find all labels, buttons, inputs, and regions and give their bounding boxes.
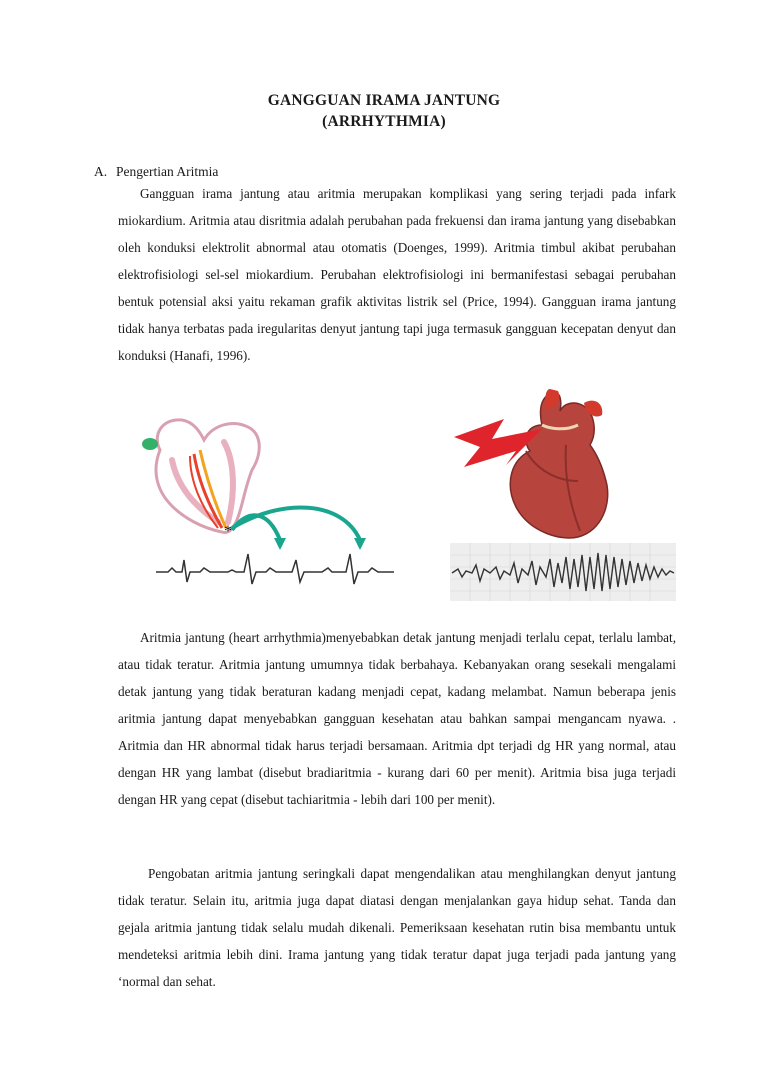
- ecg-strip-fibrillation: [450, 543, 676, 601]
- paragraph3-text: Pengobatan aritmia jantung seringkali dapat mengendalikan atau menghilangkan denyut jantung tidak teratur. Selain itu, aritmia juga dapat diatasi dengan menjalankan gaya hidup sehat. Tanda dan gejala aritmia jantung tidak selalu mudah dikenali. Pemeriksaan kesehatan rutin bisa membantu untuk mendeteksi aritmia lebih dini. Irama jantung yang tidak teratur dapat juga terjadi pada jantung yang ‘normal dan sehat.: [118, 866, 676, 989]
- ecg-trace-left: [156, 554, 394, 584]
- paragraph2-text: Aritmia jantung (heart arrhythmia)menyebabkan detak jantung menjadi terlalu cepat, terlalu lambat, atau tidak teratur. Aritmia jantung umumnya tidak berbahaya. Kebanyakan orang sesekali mengalami detak jantung yang tidak beraturan kadang menjadi cepat, kadang melambat. Namun beberapa jenis aritmia jantung dapat menyebabkan gangguan kesehatan atau bahkan sampai mengancam nyawa. . Aritmia dan HR abnormal tidak harus terjadi bersamaan. Aritmia dpt terjadi dg HR yang normal, atau dengan HR yang lambat (disebut bradiaritmia - kurang dari 60 per menit). Aritmia bisa juga terjadi dengan HR yang cepat (disebut tachiaritmia - lebih dari 100 per menit).: [118, 630, 676, 807]
- page-title-line1: GANGGUAN IRAMA JANTUNG: [267, 92, 501, 109]
- heart-illustration: [510, 389, 607, 538]
- section-heading-text: Pengertian Aritmia: [116, 164, 219, 179]
- heart-arrhythmia-ecg-icon: [446, 385, 666, 545]
- paragraph-definition: [118, 180, 676, 369]
- section-letter: A.: [94, 164, 108, 179]
- propagation-arrows: [232, 507, 366, 550]
- sinus-node: [142, 438, 158, 450]
- page-title-line2: (ARRHYTHMIA): [322, 113, 446, 130]
- paragraph-arrhythmia-effects: [118, 624, 676, 813]
- paragraph-treatment: [118, 860, 676, 995]
- origin-star: *: [224, 523, 232, 540]
- section-heading: [94, 164, 218, 180]
- heart-conduction-diagram-icon: [132, 410, 432, 590]
- paragraph1-text: Gangguan irama jantung atau aritmia merupakan komplikasi yang sering terjadi pada infark miokardium. Aritmia atau disritmia adalah perubahan pada frekuensi dan irama jantung yang disebabkan oleh konduksi elektrolit abnormal atau otomatis (Doenges, 1999). Aritmia timbul akibat perubahan elektrofisiologi sel-sel miokardium. Perubahan elektrofisiologi ini bermanifestasi sebagai perubahan bentuk potensial aksi yaitu rekaman grafik aktivitas listrik sel (Price, 1994). Gangguan irama jantung tidak hanya terbatas pada iregularitas denyut jantung tapi juga termasuk gangguan kecepatan denyut dan konduksi (Hanafi, 1996).: [118, 186, 676, 363]
